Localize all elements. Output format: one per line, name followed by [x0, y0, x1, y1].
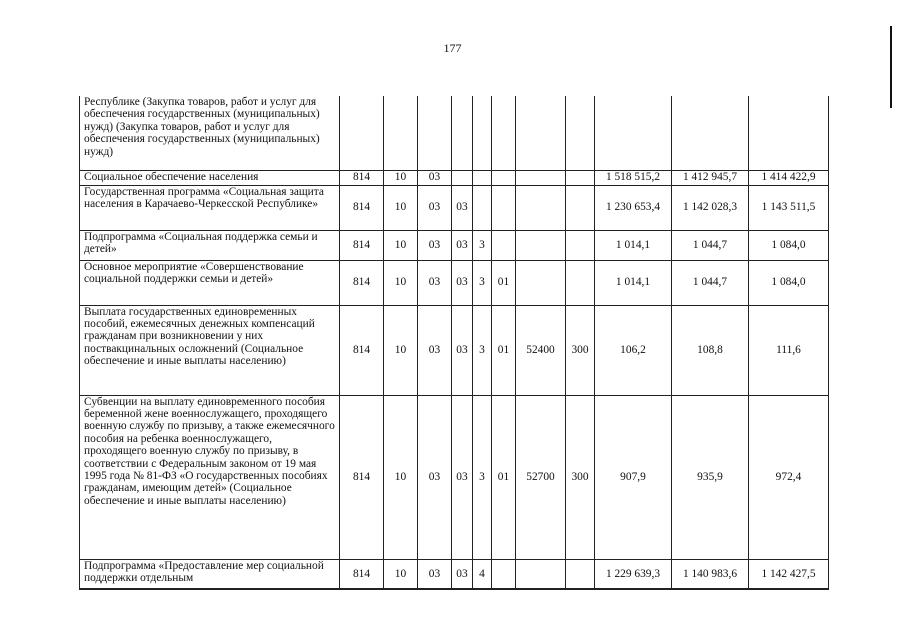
subsection-code: 03	[418, 170, 452, 185]
amount-year-1: 1 014,1	[595, 260, 672, 305]
expense-type-code	[566, 96, 595, 170]
ministry-code: 814	[340, 260, 384, 305]
amount-year-3: 972,4	[749, 395, 829, 559]
amount-year-3: 1 414 422,9	[749, 170, 829, 185]
event-code: 01	[492, 260, 516, 305]
subsection-code: 03	[418, 559, 452, 589]
table-row	[80, 230, 829, 260]
program-code: 03	[452, 395, 473, 559]
table-row	[80, 170, 829, 185]
event-code	[492, 185, 516, 230]
event-code	[492, 230, 516, 260]
direction-code	[516, 260, 566, 305]
row-name: Субвенции на выплату единовременного пособия беременной жене военнослужащего, проходящего военную службу по призыву, а также ежемесячного пособия на ребенка военнослужащего, проходящего военную службу по призыву, в соответствии с Федеральным законом от 19 мая 1995 года № 81-ФЗ «О государственных пособиях гражданам, имеющим детей» (Социальное обеспечение и иные выплаты населению)	[80, 395, 340, 559]
amount-year-1: 1 014,1	[595, 230, 672, 260]
amount-year-1: 1 518 515,2	[595, 170, 672, 185]
program-code	[452, 96, 473, 170]
row-name: Подпрограмма «Социальная поддержка семьи и детей»	[80, 230, 340, 260]
table-row	[80, 395, 829, 559]
program-code	[452, 170, 473, 185]
direction-code	[516, 170, 566, 185]
expense-type-code	[566, 260, 595, 305]
table-row	[80, 559, 829, 589]
event-code	[492, 96, 516, 170]
row-name: Подпрограмма «Предоставление мер социальной поддержки отдельным	[80, 559, 340, 589]
amount-year-2	[672, 96, 749, 170]
amount-year-2: 1 412 945,7	[672, 170, 749, 185]
section-code	[384, 96, 418, 170]
program-code: 03	[452, 305, 473, 395]
table-row	[80, 96, 829, 170]
amount-year-2: 1 140 983,6	[672, 559, 749, 589]
subprogram-code: 3	[473, 230, 492, 260]
subprogram-code: 3	[473, 260, 492, 305]
ministry-code	[340, 96, 384, 170]
subprogram-code	[473, 185, 492, 230]
direction-code: 52700	[516, 395, 566, 559]
expense-type-code	[566, 559, 595, 589]
amount-year-1: 1 229 639,3	[595, 559, 672, 589]
expense-type-code	[566, 185, 595, 230]
amount-year-1	[595, 96, 672, 170]
ministry-code: 814	[340, 559, 384, 589]
amount-year-2: 108,8	[672, 305, 749, 395]
table-row	[80, 185, 829, 230]
section-code: 10	[384, 305, 418, 395]
table-row	[80, 305, 829, 395]
subprogram-code: 3	[473, 305, 492, 395]
amount-year-2: 1 142 028,3	[672, 185, 749, 230]
section-code: 10	[384, 170, 418, 185]
program-code: 03	[452, 185, 473, 230]
section-code: 10	[384, 230, 418, 260]
expense-type-code: 300	[566, 305, 595, 395]
subsection-code: 03	[418, 305, 452, 395]
row-name: Социальное обеспечение населения	[80, 170, 340, 185]
table-row	[80, 260, 829, 305]
subprogram-code: 4	[473, 559, 492, 589]
expense-type-code	[566, 230, 595, 260]
expense-type-code: 300	[566, 395, 595, 559]
direction-code	[516, 185, 566, 230]
ministry-code: 814	[340, 170, 384, 185]
amount-year-2: 1 044,7	[672, 260, 749, 305]
amount-year-3: 1 142 427,5	[749, 559, 829, 589]
amount-year-2: 1 044,7	[672, 230, 749, 260]
event-code	[492, 559, 516, 589]
event-code: 01	[492, 305, 516, 395]
amount-year-1: 106,2	[595, 305, 672, 395]
amount-year-2: 935,9	[672, 395, 749, 559]
direction-code	[516, 559, 566, 589]
event-code	[492, 170, 516, 185]
page-edge-mark	[890, 26, 892, 108]
row-name: Выплата государственных единовременных пособий, ежемесячных денежных компенсаций гражданам при возникновении у них поствакцинальных осложнений (Социальное обеспечение и иные выплаты населению)	[80, 305, 340, 395]
amount-year-1: 1 230 653,4	[595, 185, 672, 230]
section-code: 10	[384, 395, 418, 559]
subsection-code	[418, 96, 452, 170]
subsection-code: 03	[418, 230, 452, 260]
subsection-code: 03	[418, 395, 452, 559]
page-number: 177	[443, 41, 462, 55]
subprogram-code	[473, 170, 492, 185]
row-name: Государственная программа «Социальная защита населения в Карачаево-Черкесской Республике»	[80, 185, 340, 230]
subprogram-code: 3	[473, 395, 492, 559]
amount-year-3: 1 084,0	[749, 260, 829, 305]
ministry-code: 814	[340, 185, 384, 230]
row-name: Республике (Закупка товаров, работ и услуг для обеспечения государственных (муниципальных) нужд) (Закупка товаров, работ и услуг для обеспечения государственных (муниципальных) нужд)	[80, 96, 340, 170]
ministry-code: 814	[340, 230, 384, 260]
subprogram-code	[473, 96, 492, 170]
subsection-code: 03	[418, 185, 452, 230]
subsection-code: 03	[418, 260, 452, 305]
expense-type-code	[566, 170, 595, 185]
amount-year-3	[749, 96, 829, 170]
program-code: 03	[452, 559, 473, 589]
section-code: 10	[384, 559, 418, 589]
program-code: 03	[452, 260, 473, 305]
row-name: Основное мероприятие «Совершенствование социальной поддержки семьи и детей»	[80, 260, 340, 305]
event-code: 01	[492, 395, 516, 559]
section-code: 10	[384, 185, 418, 230]
ministry-code: 814	[340, 395, 384, 559]
amount-year-3: 111,6	[749, 305, 829, 395]
amount-year-1: 907,9	[595, 395, 672, 559]
amount-year-3: 1 143 511,5	[749, 185, 829, 230]
section-code: 10	[384, 260, 418, 305]
direction-code: 52400	[516, 305, 566, 395]
direction-code	[516, 96, 566, 170]
direction-code	[516, 230, 566, 260]
budget-table	[79, 96, 829, 590]
amount-year-3: 1 084,0	[749, 230, 829, 260]
ministry-code: 814	[340, 305, 384, 395]
program-code: 03	[452, 230, 473, 260]
